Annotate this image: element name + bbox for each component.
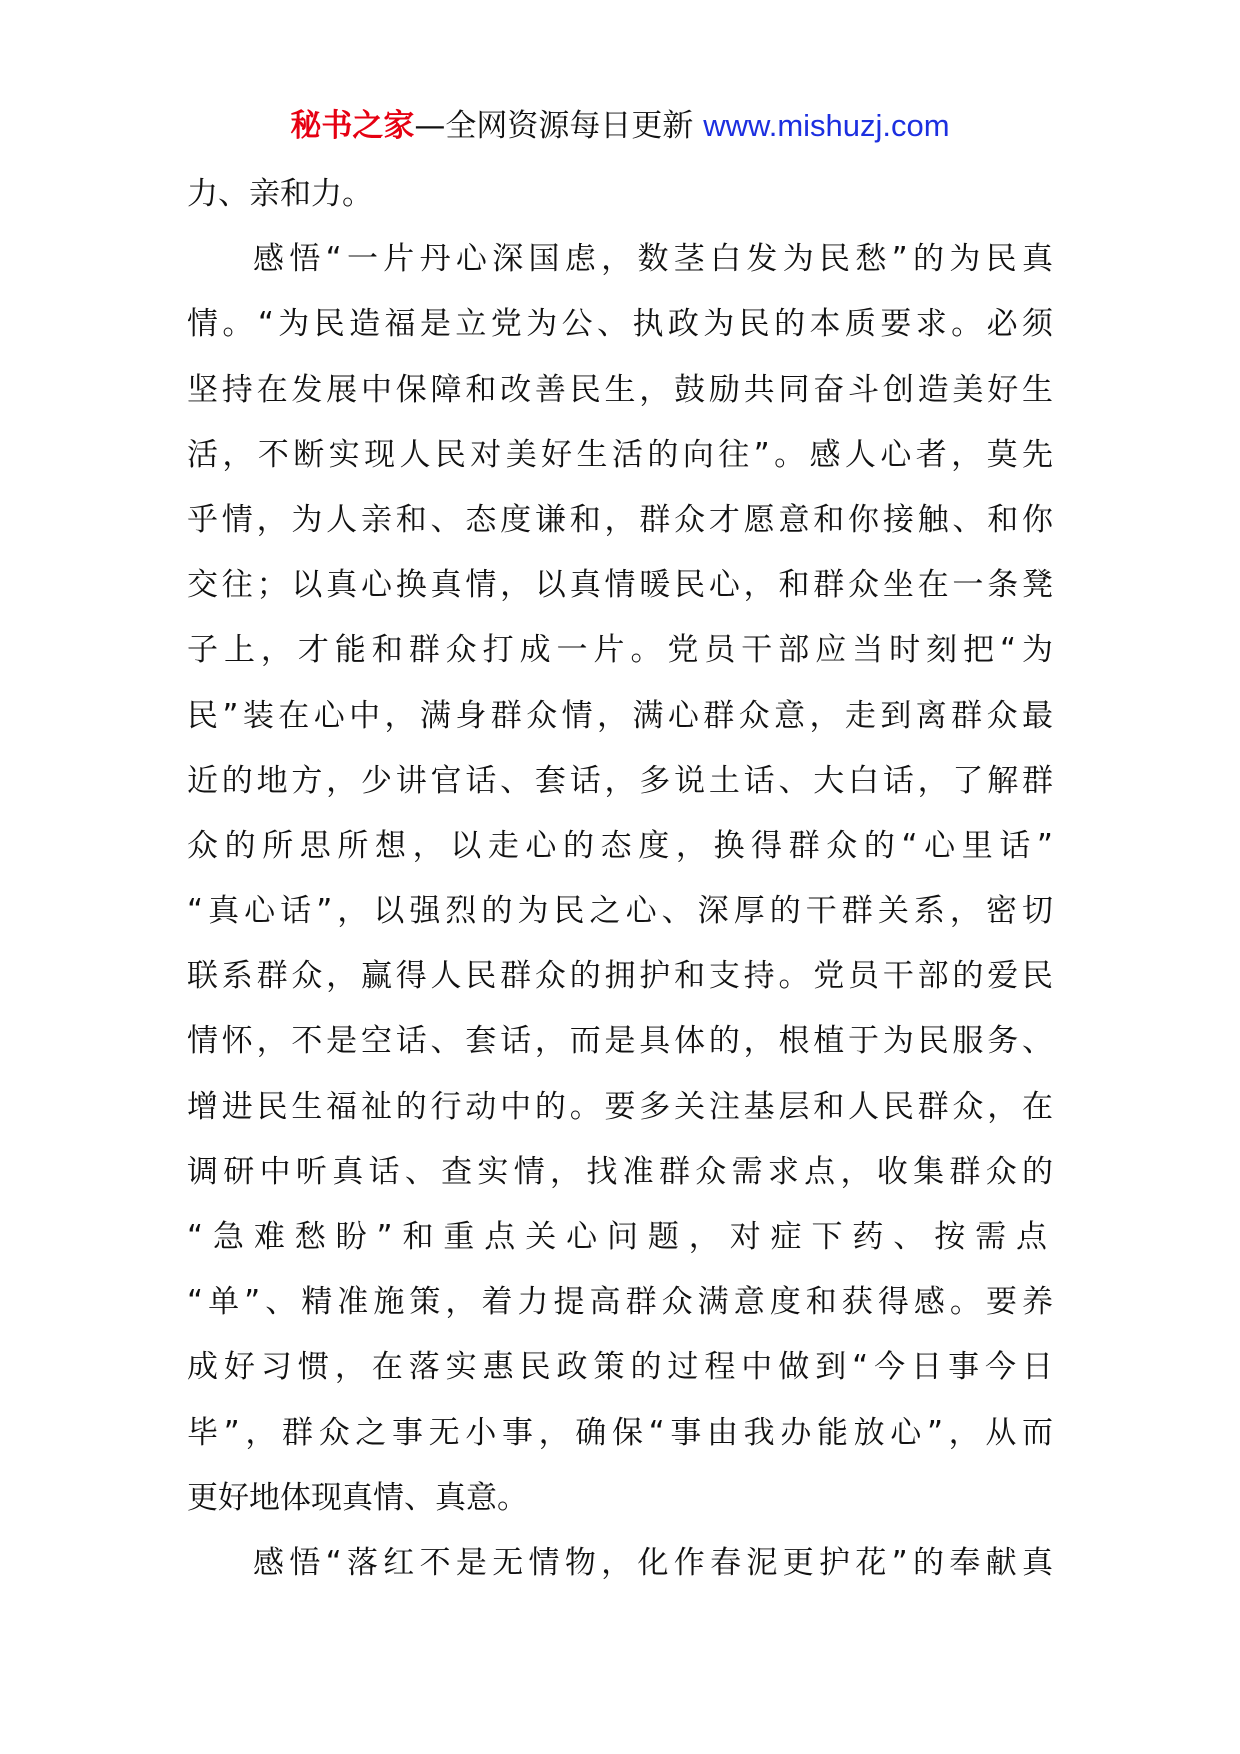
text-line: 乎情，为人亲和、态度谦和，群众才愿意和你接触、和你	[187, 501, 1053, 538]
brand-name: 秘书之家	[290, 108, 415, 144]
text-line: 子上，才能和群众打成一片。党员干部应当时刻把“为	[187, 632, 1053, 669]
text-line: 增进民生福祉的行动中的。要多关注基层和人民群众，在	[187, 1088, 1053, 1125]
text-line: 坚持在发展中保障和改善民生，鼓励共同奋斗创造美好生	[187, 371, 1053, 408]
text-line: 民”装在心中，满身群众情，满心群众意，走到离群众最	[187, 697, 1053, 734]
text-line: “单”、精准施策，着力提高群众满意度和获得感。要养	[187, 1284, 1053, 1321]
text-line: 调研中听真话、查实情，找准群众需求点，收集群众的	[187, 1153, 1053, 1190]
text-line: 情怀，不是空话、套话，而是具体的，根植于为民服务、	[187, 1023, 1053, 1060]
text-line: 更好地体现真情、真意。	[187, 1479, 528, 1516]
text-line: 力、亲和力。	[187, 176, 373, 212]
text-line: 毕”，群众之事无小事，确保“事由我办能放心”，从而	[187, 1414, 1053, 1451]
text-line: 近的地方，少讲官话、套话，多说土话、大白话，了解群	[187, 762, 1053, 799]
page-header	[0, 104, 1240, 148]
body-text	[187, 162, 1053, 1596]
text-line: 活，不断实现人民对美好生活的向往”。感人心者，莫先	[187, 436, 1053, 473]
header-tagline: —全网资源每日更新	[414, 108, 694, 144]
text-line: 联系群众，赢得人民群众的拥护和支持。党员干部的爱民	[187, 958, 1053, 995]
site-url-link[interactable]: www.mishuzj.com	[703, 108, 950, 143]
text-line: “真心话”，以强烈的为民之心、深厚的干群关系，密切	[187, 893, 1053, 930]
paragraph-start-line: 感悟“一片丹心深国虑，数茎白发为民愁”的为民真	[253, 241, 1053, 278]
text-line: “急难愁盼”和重点关心问题，对症下药、按需点	[187, 1219, 1053, 1255]
text-line: 交往；以真心换真情，以真情暖民心，和群众坐在一条凳	[187, 567, 1053, 604]
text-line: 众的所思所想，以走心的态度，换得群众的“心里话”	[187, 827, 1053, 864]
paragraph-start-line: 感悟“落红不是无情物，化作春泥更护花”的奉献真	[253, 1544, 1053, 1581]
text-line: 成好习惯，在落实惠民政策的过程中做到“今日事今日	[187, 1349, 1053, 1386]
text-line: 情。“为民造福是立党为公、执政为民的本质要求。必须	[187, 306, 1053, 343]
